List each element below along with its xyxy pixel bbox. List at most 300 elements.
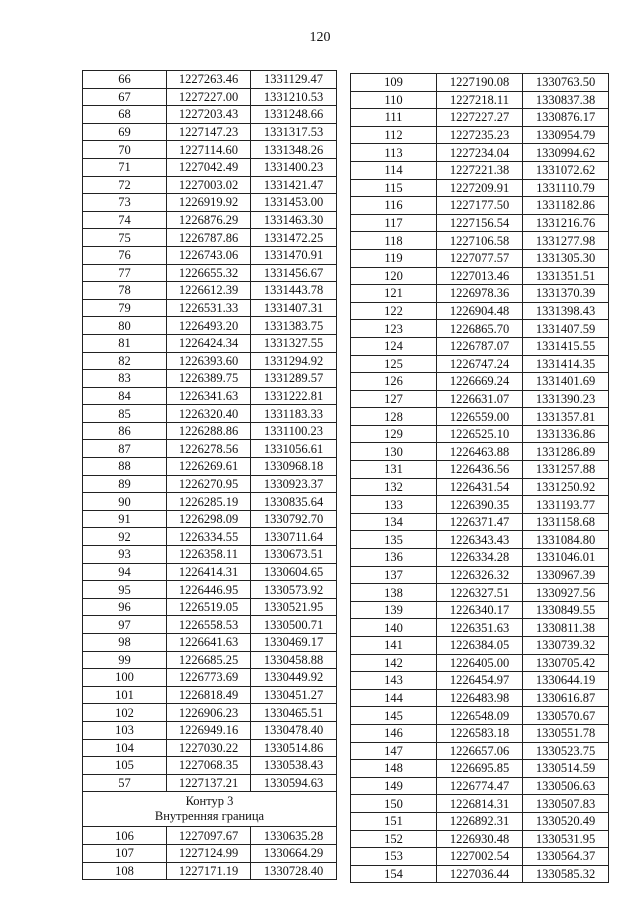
coordinate-y: 1330451.27 [251, 686, 337, 704]
table-row [351, 197, 609, 215]
coordinate-y: 1331383.75 [251, 317, 337, 335]
coordinate-x: 1226358.11 [167, 546, 251, 564]
coordinate-y: 1331390.23 [523, 390, 609, 408]
table-row [83, 282, 337, 300]
coordinate-x: 1226424.34 [167, 334, 251, 352]
table-row [351, 584, 609, 602]
table-row [83, 106, 337, 124]
coordinate-x: 1226876.29 [167, 211, 251, 229]
point-number: 111 [351, 109, 437, 127]
point-number: 103 [83, 721, 167, 739]
coordinate-y: 1330469.17 [251, 634, 337, 652]
point-number: 132 [351, 478, 437, 496]
coordinate-y: 1330837.38 [523, 91, 609, 109]
coordinate-y: 1330616.87 [523, 689, 609, 707]
table-row [351, 865, 609, 883]
coordinate-x: 1226655.32 [167, 264, 251, 282]
coordinate-y: 1331407.59 [523, 320, 609, 338]
table-row [83, 405, 337, 423]
table-row [351, 478, 609, 496]
coordinate-x: 1226892.31 [437, 812, 523, 830]
coordinate-x: 1226949.16 [167, 721, 251, 739]
coordinate-x: 1226327.51 [437, 584, 523, 602]
table-row [351, 513, 609, 531]
table-row [83, 440, 337, 458]
coordinate-y: 1330521.95 [251, 598, 337, 616]
coordinate-x: 1226583.18 [437, 724, 523, 742]
coordinate-y: 1330739.32 [523, 637, 609, 655]
coordinate-x: 1226747.24 [437, 355, 523, 373]
point-number: 94 [83, 563, 167, 581]
point-number: 88 [83, 458, 167, 476]
point-number: 66 [83, 71, 167, 89]
coordinate-x: 1227156.54 [437, 214, 523, 232]
point-number: 129 [351, 425, 437, 443]
coordinate-x: 1226904.48 [437, 302, 523, 320]
coordinate-x: 1226269.61 [167, 458, 251, 476]
coordinate-x: 1226463.88 [437, 443, 523, 461]
table-row [351, 337, 609, 355]
coordinate-y: 1331407.31 [251, 299, 337, 317]
table-row [351, 320, 609, 338]
point-number: 154 [351, 865, 437, 883]
table-row [351, 249, 609, 267]
coordinate-y: 1331072.62 [523, 161, 609, 179]
table-row [351, 724, 609, 742]
coordinate-x: 1226906.23 [167, 704, 251, 722]
table-row [351, 302, 609, 320]
table-row [351, 461, 609, 479]
coordinate-x: 1226548.09 [437, 707, 523, 725]
point-number: 106 [83, 827, 167, 845]
point-number: 77 [83, 264, 167, 282]
table-row [83, 158, 337, 176]
coordinate-x: 1227002.54 [437, 848, 523, 866]
point-number: 110 [351, 91, 437, 109]
point-number: 118 [351, 232, 437, 250]
table-row [351, 214, 609, 232]
coordinate-y: 1331193.77 [523, 496, 609, 514]
table-row [351, 549, 609, 567]
coordinate-y: 1330478.40 [251, 721, 337, 739]
table-row [351, 109, 609, 127]
coordinate-x: 1226340.17 [437, 601, 523, 619]
table-row [351, 601, 609, 619]
point-number: 109 [351, 74, 437, 92]
table-row [83, 176, 337, 194]
coordinate-x: 1226559.00 [437, 408, 523, 426]
coordinate-x: 1226695.85 [437, 760, 523, 778]
table-row [351, 777, 609, 795]
coordinates-table-left [82, 70, 337, 880]
coordinate-y: 1330811.38 [523, 619, 609, 637]
coordinate-y: 1330927.56 [523, 584, 609, 602]
coordinate-y: 1330449.92 [251, 669, 337, 687]
point-number: 151 [351, 812, 437, 830]
coordinate-y: 1331370.39 [523, 285, 609, 303]
table-row [351, 830, 609, 848]
point-number: 139 [351, 601, 437, 619]
point-number: 91 [83, 510, 167, 528]
table-row [83, 475, 337, 493]
coordinate-x: 1226669.24 [437, 373, 523, 391]
coordinate-x: 1226531.33 [167, 299, 251, 317]
table-row [351, 566, 609, 584]
coordinate-x: 1226483.98 [437, 689, 523, 707]
table-row [351, 390, 609, 408]
coordinate-x: 1227263.46 [167, 71, 251, 89]
point-number: 113 [351, 144, 437, 162]
table-row [351, 672, 609, 690]
coordinate-x: 1226351.63 [437, 619, 523, 637]
point-number: 125 [351, 355, 437, 373]
coordinate-y: 1330514.86 [251, 739, 337, 757]
table-row [351, 179, 609, 197]
point-number: 95 [83, 581, 167, 599]
table-row [83, 352, 337, 370]
coordinate-y: 1331289.57 [251, 370, 337, 388]
table-row [351, 373, 609, 391]
coordinate-x: 1226814.31 [437, 795, 523, 813]
coordinate-y: 1331158.68 [523, 513, 609, 531]
coordinate-x: 1226436.56 [437, 461, 523, 479]
coordinate-y: 1330968.18 [251, 458, 337, 476]
coordinate-y: 1331182.86 [523, 197, 609, 215]
coordinate-x: 1226774.47 [437, 777, 523, 795]
coordinate-x: 1226787.07 [437, 337, 523, 355]
table-row [351, 689, 609, 707]
point-number: 137 [351, 566, 437, 584]
coordinate-y: 1330465.51 [251, 704, 337, 722]
table-row [83, 510, 337, 528]
table-row [351, 74, 609, 92]
table-row [351, 795, 609, 813]
table-row [351, 126, 609, 144]
coordinate-y: 1330728.40 [251, 862, 337, 880]
table-row [83, 88, 337, 106]
point-number: 96 [83, 598, 167, 616]
coordinate-y: 1330520.49 [523, 812, 609, 830]
coordinate-x: 1226431.54 [437, 478, 523, 496]
table-row [83, 246, 337, 264]
point-number: 134 [351, 513, 437, 531]
coordinate-x: 1227190.08 [437, 74, 523, 92]
coordinate-x: 1227106.58 [437, 232, 523, 250]
coordinate-y: 1330673.51 [251, 546, 337, 564]
point-number: 93 [83, 546, 167, 564]
coordinate-y: 1330711.64 [251, 528, 337, 546]
point-number: 82 [83, 352, 167, 370]
coordinate-y: 1330604.65 [251, 563, 337, 581]
point-number: 135 [351, 531, 437, 549]
contour-title: Контур 3 [185, 794, 234, 809]
point-number: 84 [83, 387, 167, 405]
coordinate-y: 1330458.88 [251, 651, 337, 669]
point-number: 107 [83, 844, 167, 862]
point-number: 147 [351, 742, 437, 760]
coordinate-y: 1330923.37 [251, 475, 337, 493]
coordinate-y: 1330573.92 [251, 581, 337, 599]
point-number: 78 [83, 282, 167, 300]
table-row [83, 387, 337, 405]
coordinate-y: 1331400.23 [251, 158, 337, 176]
point-number: 153 [351, 848, 437, 866]
coordinate-x: 1226288.86 [167, 422, 251, 440]
contour-caption [83, 792, 337, 827]
point-number: 121 [351, 285, 437, 303]
point-number: 81 [83, 334, 167, 352]
table-row [351, 267, 609, 285]
coordinate-x: 1226371.47 [437, 513, 523, 531]
point-number: 149 [351, 777, 437, 795]
coordinate-x: 1227114.60 [167, 141, 251, 159]
coordinate-y: 1330585.32 [523, 865, 609, 883]
coordinate-x: 1227221.38 [437, 161, 523, 179]
coordinate-x: 1226454.97 [437, 672, 523, 690]
coordinate-y: 1331443.78 [251, 282, 337, 300]
table-row [83, 422, 337, 440]
coordinate-x: 1226384.05 [437, 637, 523, 655]
point-number: 72 [83, 176, 167, 194]
table-row [83, 264, 337, 282]
point-number: 148 [351, 760, 437, 778]
coordinate-x: 1226278.56 [167, 440, 251, 458]
coordinate-x: 1227003.02 [167, 176, 251, 194]
point-number: 150 [351, 795, 437, 813]
point-number: 117 [351, 214, 437, 232]
coordinate-y: 1330763.50 [523, 74, 609, 92]
point-number: 74 [83, 211, 167, 229]
table-row [83, 370, 337, 388]
coordinate-y: 1330849.55 [523, 601, 609, 619]
coordinate-y: 1331351.51 [523, 267, 609, 285]
table-row [83, 211, 337, 229]
coordinate-x: 1226919.92 [167, 194, 251, 212]
coordinate-y: 1330531.95 [523, 830, 609, 848]
coordinate-x: 1227227.27 [437, 109, 523, 127]
table-row [351, 654, 609, 672]
coordinate-y: 1330644.19 [523, 672, 609, 690]
coordinate-y: 1330635.28 [251, 827, 337, 845]
coordinate-y: 1331327.55 [251, 334, 337, 352]
table-row [83, 739, 337, 757]
point-number: 142 [351, 654, 437, 672]
table-row [83, 528, 337, 546]
table-row [83, 563, 337, 581]
point-number: 71 [83, 158, 167, 176]
point-number: 76 [83, 246, 167, 264]
coordinate-y: 1331056.61 [251, 440, 337, 458]
coordinate-y: 1330507.83 [523, 795, 609, 813]
coordinate-y: 1330664.29 [251, 844, 337, 862]
coordinate-y: 1331183.33 [251, 405, 337, 423]
point-number: 140 [351, 619, 437, 637]
table-row [83, 634, 337, 652]
coordinate-y: 1331357.81 [523, 408, 609, 426]
coordinate-y: 1331277.98 [523, 232, 609, 250]
coordinate-y: 1330506.63 [523, 777, 609, 795]
table-row [83, 862, 337, 880]
point-number: 92 [83, 528, 167, 546]
point-number: 69 [83, 123, 167, 141]
coordinate-y: 1330705.42 [523, 654, 609, 672]
point-number: 80 [83, 317, 167, 335]
point-number: 79 [83, 299, 167, 317]
coordinate-x: 1226818.49 [167, 686, 251, 704]
point-number: 68 [83, 106, 167, 124]
table-row [83, 458, 337, 476]
point-number: 67 [83, 88, 167, 106]
coordinate-y: 1331472.25 [251, 229, 337, 247]
coordinate-x: 1226285.19 [167, 493, 251, 511]
table-row [351, 760, 609, 778]
coordinate-x: 1226519.05 [167, 598, 251, 616]
point-number: 130 [351, 443, 437, 461]
coordinate-x: 1226446.95 [167, 581, 251, 599]
coordinate-x: 1227218.11 [437, 91, 523, 109]
table-row [351, 232, 609, 250]
coordinate-y: 1331414.35 [523, 355, 609, 373]
coordinate-x: 1227147.23 [167, 123, 251, 141]
table-row [351, 637, 609, 655]
coordinate-x: 1226298.09 [167, 510, 251, 528]
coordinate-y: 1331415.55 [523, 337, 609, 355]
point-number: 89 [83, 475, 167, 493]
coordinate-y: 1330954.79 [523, 126, 609, 144]
point-number: 114 [351, 161, 437, 179]
coordinate-y: 1330523.75 [523, 742, 609, 760]
point-number: 145 [351, 707, 437, 725]
table-row [83, 844, 337, 862]
coordinate-x: 1226389.75 [167, 370, 251, 388]
table-row [83, 616, 337, 634]
coordinate-x: 1227068.35 [167, 757, 251, 775]
coordinate-x: 1227234.04 [437, 144, 523, 162]
point-number: 141 [351, 637, 437, 655]
coordinate-y: 1330835.64 [251, 493, 337, 511]
coordinate-y: 1331398.43 [523, 302, 609, 320]
point-number: 90 [83, 493, 167, 511]
coordinate-y: 1331100.23 [251, 422, 337, 440]
point-number: 73 [83, 194, 167, 212]
coordinate-x: 1227077.57 [437, 249, 523, 267]
table-row [83, 493, 337, 511]
coordinate-y: 1331046.01 [523, 549, 609, 567]
point-number: 126 [351, 373, 437, 391]
point-number: 120 [351, 267, 437, 285]
table-row [351, 742, 609, 760]
coordinate-y: 1330570.67 [523, 707, 609, 725]
table-row [83, 669, 337, 687]
point-number: 116 [351, 197, 437, 215]
coordinate-y: 1331250.92 [523, 478, 609, 496]
coordinate-x: 1227124.99 [167, 844, 251, 862]
coordinate-y: 1331294.92 [251, 352, 337, 370]
point-number: 86 [83, 422, 167, 440]
coordinate-x: 1226334.55 [167, 528, 251, 546]
table-row [83, 141, 337, 159]
coordinate-x: 1226334.28 [437, 549, 523, 567]
coordinate-x: 1226685.25 [167, 651, 251, 669]
coordinate-x: 1226320.40 [167, 405, 251, 423]
point-number: 105 [83, 757, 167, 775]
table-row [351, 812, 609, 830]
table-row [83, 686, 337, 704]
coordinate-x: 1227203.43 [167, 106, 251, 124]
coordinate-y: 1330594.63 [251, 774, 337, 792]
table-row [351, 443, 609, 461]
coordinate-y: 1331470.91 [251, 246, 337, 264]
coordinate-x: 1227209.91 [437, 179, 523, 197]
coordinate-y: 1330564.37 [523, 848, 609, 866]
coordinate-y: 1330967.39 [523, 566, 609, 584]
coordinate-y: 1331110.79 [523, 179, 609, 197]
coordinate-x: 1226930.48 [437, 830, 523, 848]
coordinate-x: 1226405.00 [437, 654, 523, 672]
table-row [351, 285, 609, 303]
coordinate-x: 1226631.07 [437, 390, 523, 408]
coordinate-x: 1226773.69 [167, 669, 251, 687]
coordinate-x: 1227177.50 [437, 197, 523, 215]
point-number: 108 [83, 862, 167, 880]
coordinate-x: 1227013.46 [437, 267, 523, 285]
coordinate-y: 1331348.26 [251, 141, 337, 159]
coordinate-y: 1331453.00 [251, 194, 337, 212]
coordinate-x: 1227097.67 [167, 827, 251, 845]
table-row [351, 848, 609, 866]
coordinate-x: 1226414.31 [167, 563, 251, 581]
coordinate-y: 1330500.71 [251, 616, 337, 634]
table-row [351, 91, 609, 109]
point-number: 57 [83, 774, 167, 792]
point-number: 70 [83, 141, 167, 159]
point-number: 85 [83, 405, 167, 423]
coordinate-y: 1331129.47 [251, 71, 337, 89]
table-row [83, 704, 337, 722]
point-number: 101 [83, 686, 167, 704]
point-number: 133 [351, 496, 437, 514]
point-number: 152 [351, 830, 437, 848]
table-row [83, 598, 337, 616]
table-row [351, 161, 609, 179]
point-number: 119 [351, 249, 437, 267]
coordinate-x: 1226657.06 [437, 742, 523, 760]
coordinates-table-right [350, 73, 609, 883]
table-row [83, 71, 337, 89]
coordinate-x: 1226525.10 [437, 425, 523, 443]
coordinate-x: 1226341.63 [167, 387, 251, 405]
table-row [83, 774, 337, 792]
coordinate-y: 1331248.66 [251, 106, 337, 124]
point-number: 104 [83, 739, 167, 757]
coordinate-y: 1331317.53 [251, 123, 337, 141]
table-row [83, 194, 337, 212]
contour-caption-row [83, 792, 337, 827]
coordinate-y: 1330994.62 [523, 144, 609, 162]
point-number: 128 [351, 408, 437, 426]
coordinate-y: 1331216.76 [523, 214, 609, 232]
coordinate-x: 1226978.36 [437, 285, 523, 303]
table-row [351, 355, 609, 373]
coordinate-y: 1330792.70 [251, 510, 337, 528]
point-number: 115 [351, 179, 437, 197]
coordinate-x: 1227137.21 [167, 774, 251, 792]
point-number: 98 [83, 634, 167, 652]
coordinate-y: 1331456.67 [251, 264, 337, 282]
coordinate-y: 1331222.81 [251, 387, 337, 405]
point-number: 122 [351, 302, 437, 320]
point-number: 127 [351, 390, 437, 408]
